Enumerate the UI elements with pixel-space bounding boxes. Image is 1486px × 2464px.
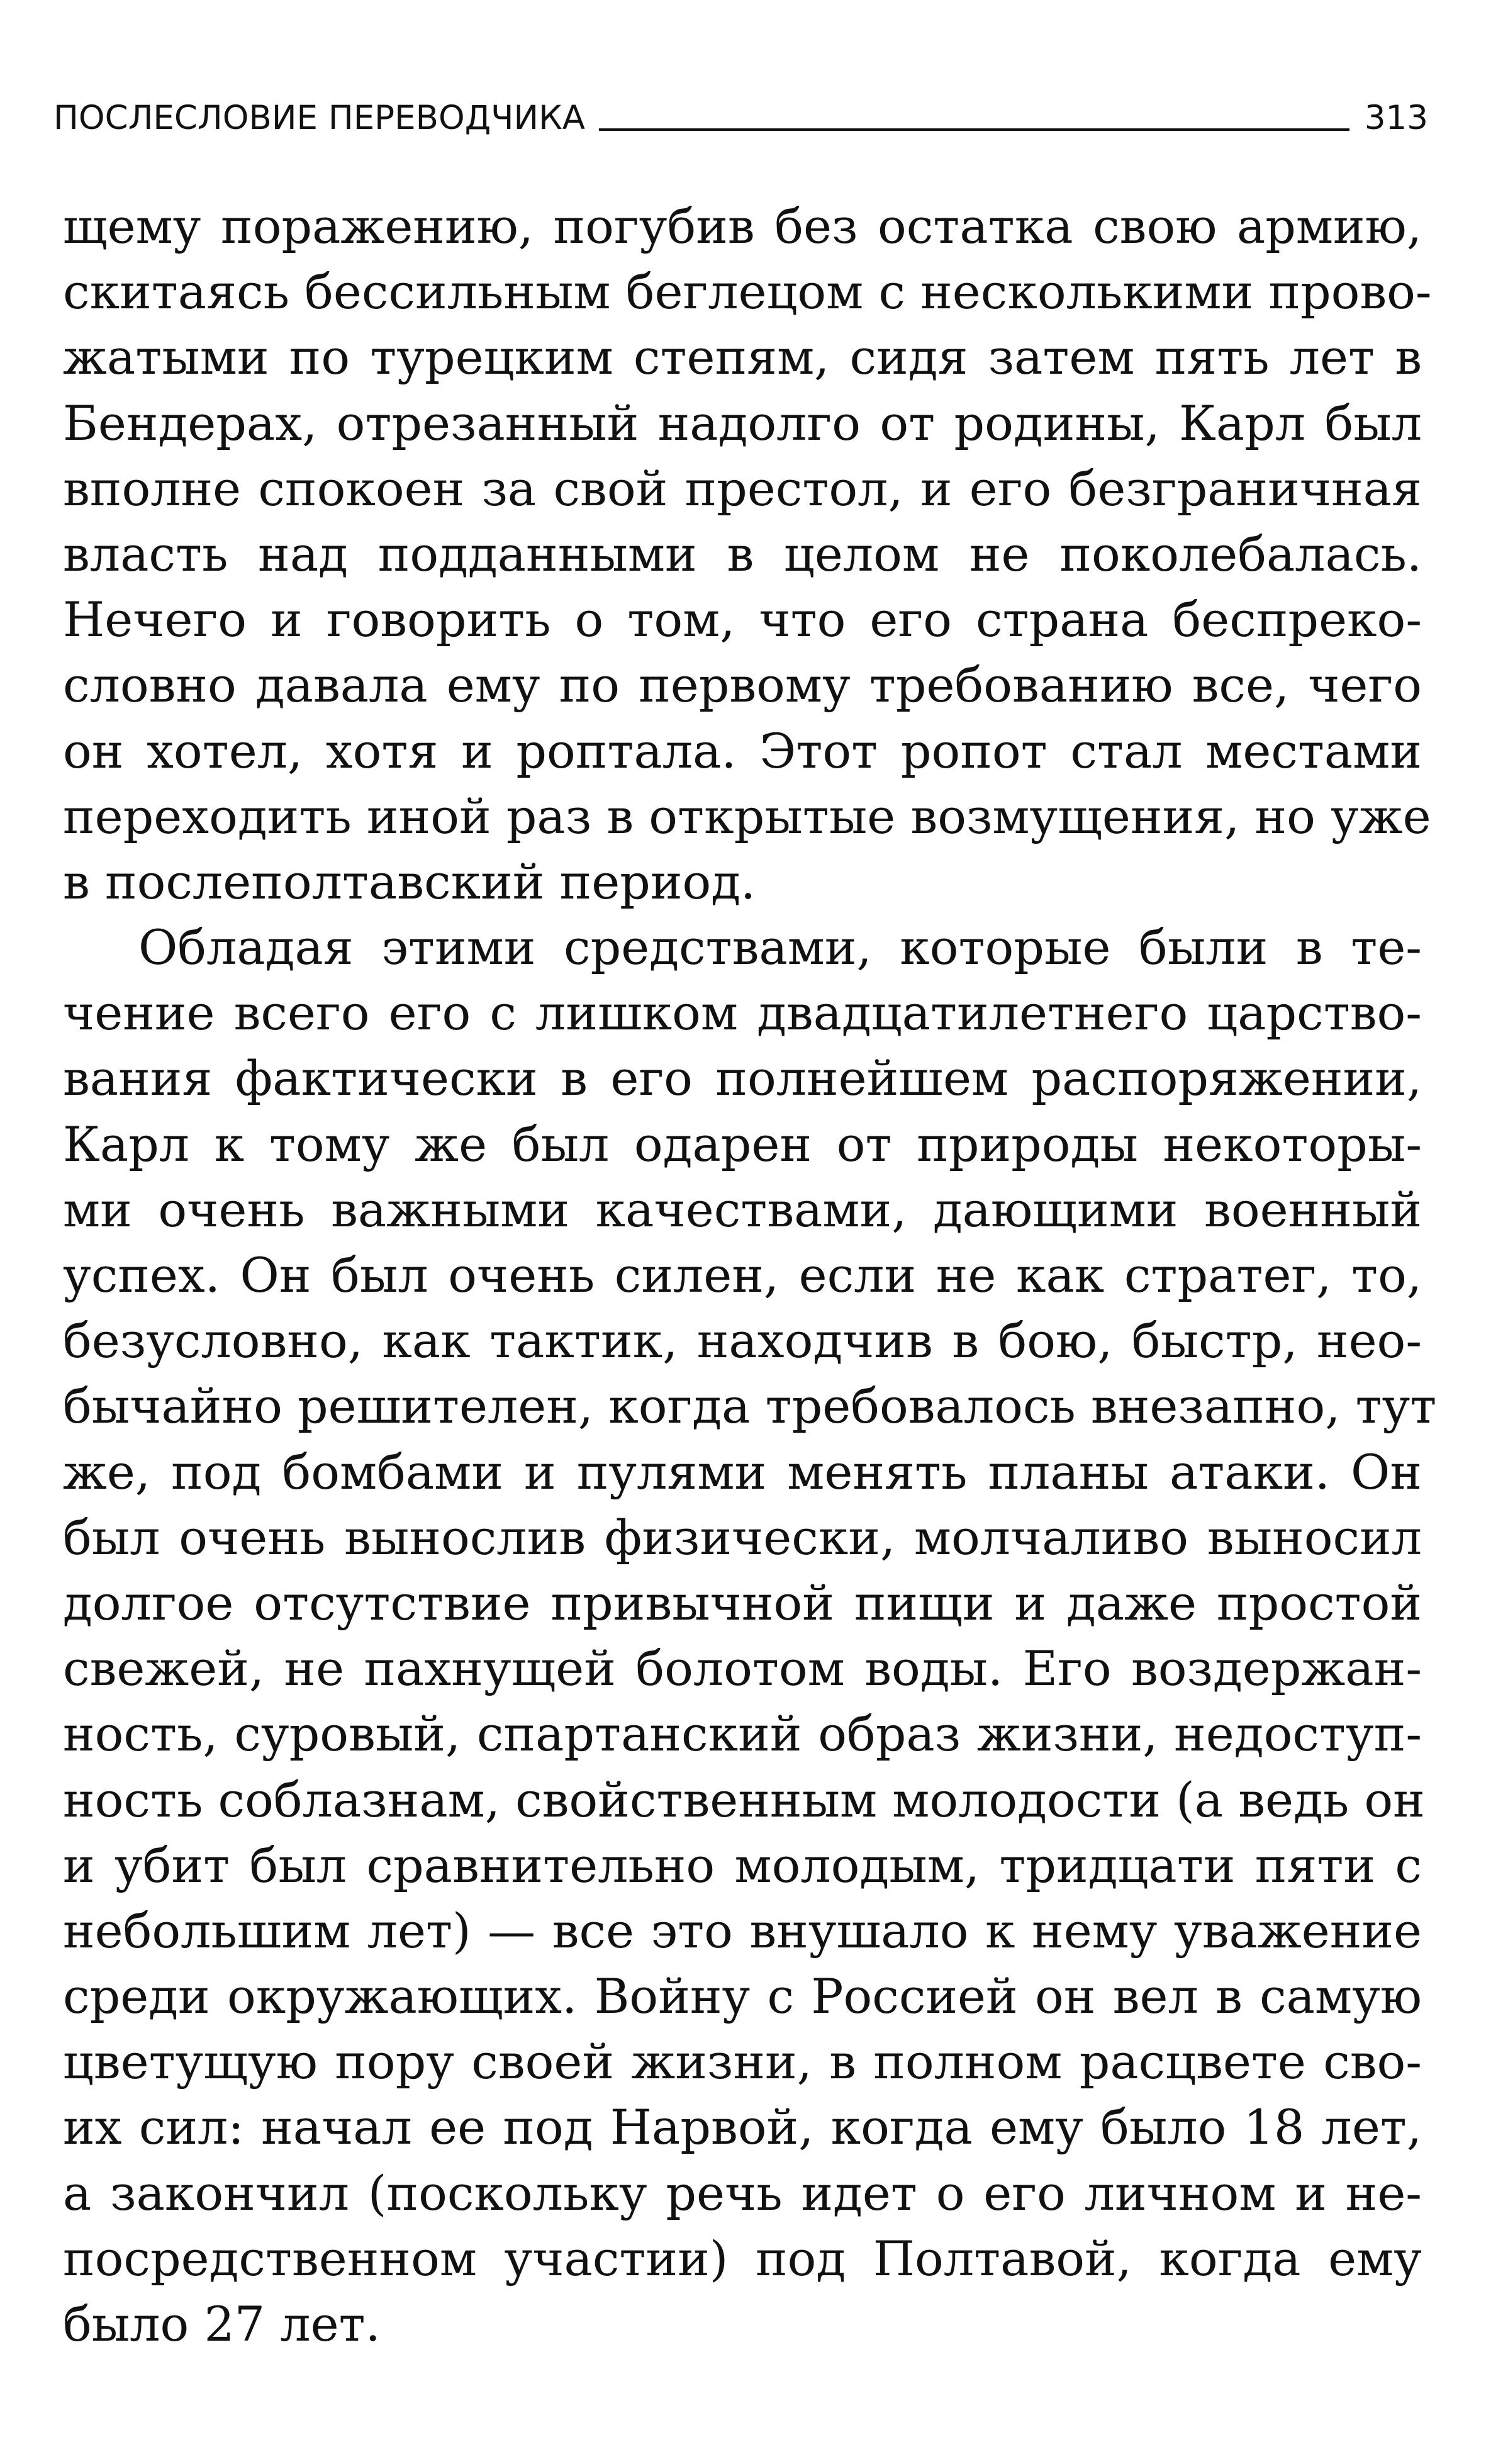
text-line: словно давала ему по первому требованию все, чего xyxy=(63,657,1422,714)
page-body xyxy=(63,194,1437,2357)
paragraph-1 xyxy=(63,194,1432,915)
paragraph-2 xyxy=(63,915,1437,2357)
text-line: ность соблазнам, свойственным молодости (а ведь он xyxy=(63,1771,1425,1828)
text-line: было 27 лет. xyxy=(63,2296,381,2352)
text-line: же, под бомбами и пулями менять планы атаки. Он xyxy=(63,1443,1422,1500)
text-line: а закончил (поскольку речь идет о его личном и не- xyxy=(63,2164,1422,2221)
text-line: Обладая этими средствами, которые были в те- xyxy=(138,919,1422,976)
text-line: жатыми по турецким степям, сидя затем пять лет в xyxy=(63,329,1422,386)
text-line: среди окружающих. Войну с Россией он вел в самую xyxy=(63,1968,1422,2025)
text-line: в послеполтавский период. xyxy=(63,853,756,910)
text-line: посредственном участии) под Полтавой, когда ему xyxy=(63,2230,1422,2287)
text-line: свежей, не пахнущей болотом воды. Его воздержан- xyxy=(63,1640,1422,1697)
text-line: был очень вынослив физически, молчаливо выносил xyxy=(63,1509,1422,1565)
text-line: Карл к тому же был одарен от природы некоторы- xyxy=(63,1116,1422,1172)
text-line: небольшим лет) — все это внушало к нему уважение xyxy=(63,1902,1422,1959)
text-line: переходить иной раз в открытые возмущения, но уже xyxy=(63,788,1431,844)
text-line: долгое отсутствие привычной пищи и даже простой xyxy=(63,1574,1422,1631)
text-line: Нечего и говорить о том, что его страна беспреко- xyxy=(63,591,1422,648)
text-line: скитаясь бессильным беглецом с несколькими прово- xyxy=(63,264,1432,320)
text-line: вания фактически в его полнейшем распоряжении, xyxy=(63,1050,1422,1107)
text-line: бычайно решителен, когда требовалось внезапно, тут xyxy=(63,1378,1437,1435)
running-header xyxy=(53,88,1428,138)
text-line: чение всего его с лишком двадцатилетнего царство- xyxy=(63,985,1422,1041)
text-line: он хотел, хотя и роптала. Этот ропот стал местами xyxy=(63,722,1422,779)
text-line: цветущую пору своей жизни, в полном расцвете сво- xyxy=(63,2034,1422,2090)
header-rule xyxy=(599,128,1349,131)
text-line: Бендерах, отрезанный надолго от родины, Карл был xyxy=(63,395,1422,451)
text-line: ми очень важными качествами, дающими военный xyxy=(63,1181,1422,1238)
text-line: успех. Он был очень силен, если не как стратег, то, xyxy=(63,1247,1422,1303)
text-line: власть над подданными в целом не поколебалась. xyxy=(63,525,1422,582)
text-line: ность, суровый, спартанский образ жизни, недоступ- xyxy=(63,1706,1422,1762)
text-line: их сил: начал ее под Нарвой, когда ему было 18 лет, xyxy=(63,2099,1422,2156)
text-line: безусловно, как тактик, находчив в бою, быстр, нео- xyxy=(63,1313,1422,1369)
text-line: вполне спокоен за свой престол, и его безграничная xyxy=(63,460,1422,517)
text-line: щему поражению, погубив без остатка свою армию, xyxy=(63,198,1422,254)
text-line: и убит был сравнительно молодым, тридцати пяти с xyxy=(63,1837,1422,1893)
page-number: 313 xyxy=(1364,99,1428,137)
chapter-title: ПОСЛЕСЛОВИЕ ПЕРЕВОДЧИКА xyxy=(53,99,585,137)
